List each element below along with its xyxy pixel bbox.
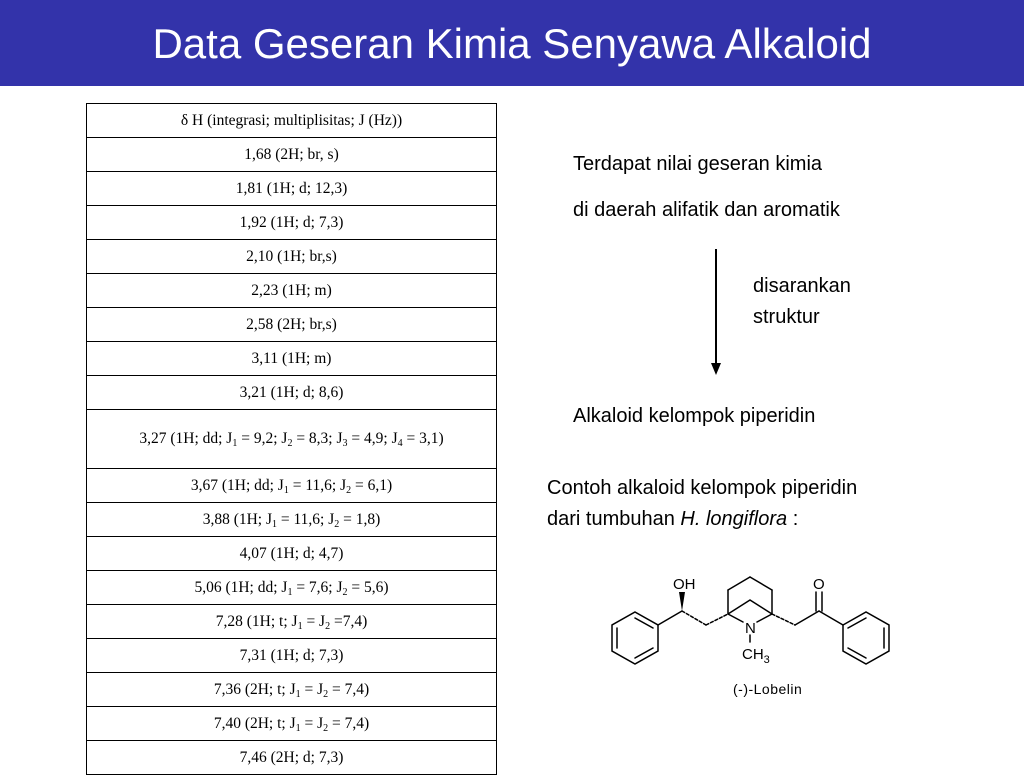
shift-cell (87, 503, 497, 537)
coupling-subscript: 4 (397, 438, 403, 449)
lobelin-structure (600, 570, 900, 675)
table-row (87, 673, 497, 707)
molecule-name: (-)-Lobelin (733, 681, 803, 697)
table-row (87, 274, 497, 308)
shift-text: 2,10 (1H; br,s) (246, 247, 337, 265)
title-bar (0, 0, 1024, 86)
table-body (87, 138, 497, 775)
note-line-2: di daerah alifatik dan aromatik (573, 199, 840, 221)
coupling-subscript: 2 (342, 586, 348, 598)
shift-text: = 4,9; J (347, 430, 398, 447)
species-name: H. longiflora (680, 508, 788, 530)
shift-cell (87, 673, 497, 707)
coupling-subscript: 2 (323, 688, 329, 700)
shift-text: 3,88 (1H; J (202, 510, 273, 528)
atom-oh: OH (673, 576, 696, 593)
shift-cell (87, 274, 497, 308)
shift-text: 3,21 (1H; d; 8,6) (239, 383, 344, 401)
shift-cell (87, 537, 497, 571)
coupling-subscript: 2 (334, 518, 340, 530)
shift-text: = 3,1) (402, 430, 444, 447)
table-row (87, 707, 497, 741)
shift-text: = 5,6) (347, 578, 389, 596)
table-row (87, 741, 497, 775)
shift-text: 7,28 (1H; t; J (215, 612, 298, 630)
shift-cell (87, 605, 497, 639)
shift-cell (87, 342, 497, 376)
table-row (87, 503, 497, 537)
table-row (87, 605, 497, 639)
shift-text: 7,31 (1H; d; 7,3) (239, 646, 344, 664)
shift-text: 7,46 (2H; d; 7,3) (239, 748, 344, 766)
right-phenyl-ring (843, 612, 889, 664)
note-line-1: Terdapat nilai geseran kimia (573, 153, 823, 175)
shift-cell (87, 741, 497, 775)
table-row (87, 469, 497, 503)
table-row (87, 138, 497, 172)
table-row (87, 410, 497, 469)
shift-text: = 7,4) (328, 714, 370, 732)
example-prefix: dari tumbuhan (547, 508, 681, 530)
example-line-1: Contoh alkaloid kelompok piperidin (547, 477, 858, 499)
shift-cell (87, 206, 497, 240)
table-row (87, 172, 497, 206)
table-header: δ H (integrasi; multiplisitas; J (Hz)) (87, 104, 497, 138)
atom-o: O (813, 576, 825, 593)
example-line-2 (547, 504, 798, 535)
table-header-row (87, 104, 497, 138)
down-arrow-line (715, 249, 717, 364)
shift-text: 7,40 (2H; t; J (213, 714, 296, 732)
example-suffix: : (787, 508, 799, 530)
atom-n: N (745, 620, 756, 637)
shift-text: = 7,4) (328, 680, 370, 698)
conclusion-text: Alkaloid kelompok piperidin (573, 405, 816, 427)
shift-text: =7,4) (330, 612, 368, 630)
shift-text: 1,81 (1H; d; 12,3) (235, 179, 348, 197)
arrow-label-2: struktur (753, 306, 820, 328)
coupling-subscript: 2 (325, 620, 331, 632)
shift-text: 7,36 (2H; t; J (213, 680, 296, 698)
coupling-subscript: 2 (287, 438, 293, 449)
coupling-subscript: 1 (283, 484, 289, 496)
shift-text: = 9,2; J (237, 430, 288, 447)
shift-text: = 8,3; J (292, 430, 343, 447)
shift-text: 2,58 (2H; br,s) (246, 315, 337, 333)
shift-cell (87, 707, 497, 741)
left-phenyl-ring (612, 612, 658, 664)
shift-text: = 7,6; J (292, 578, 343, 596)
shift-cell (87, 240, 497, 274)
coupling-subscript: 2 (323, 722, 329, 734)
table-row (87, 240, 497, 274)
chemical-shift-table (86, 103, 497, 775)
coupling-subscript: 2 (346, 484, 352, 496)
coupling-subscript: 1 (232, 438, 238, 449)
coupling-subscript: 3 (342, 438, 348, 449)
shift-text: = 1,8) (339, 510, 381, 528)
shift-text: 3,11 (1H; m) (251, 349, 332, 367)
coupling-subscript: 1 (272, 518, 278, 530)
shift-cell (87, 410, 497, 469)
shift-text: 4,07 (1H; d; 4,7) (239, 544, 344, 562)
shift-cell (87, 376, 497, 410)
shift-cell (87, 469, 497, 503)
shift-text: = 11,6; J (288, 476, 347, 494)
shift-text: = J (302, 612, 326, 630)
table-row (87, 571, 497, 605)
slide-title: Data Geseran Kimia Senyawa Alkaloid (152, 20, 872, 67)
shift-cell (87, 172, 497, 206)
shift-text: 3,67 (1H; dd; J (190, 476, 284, 494)
down-arrow-icon (711, 363, 721, 375)
table-row (87, 376, 497, 410)
shift-cell (87, 639, 497, 673)
coupling-subscript: 1 (297, 620, 303, 632)
table-row (87, 308, 497, 342)
shift-cell (87, 571, 497, 605)
table-row (87, 537, 497, 571)
atom-methyl (742, 646, 770, 666)
shift-text: 2,23 (1H; m) (251, 281, 332, 299)
shift-text: = J (300, 714, 324, 732)
wedge-bond (679, 592, 685, 611)
shift-text: 3,27 (1H; dd; J (139, 430, 233, 447)
shift-text: = J (300, 680, 324, 698)
coupling-subscript: 1 (295, 722, 301, 734)
shift-cell (87, 308, 497, 342)
shift-text: 5,06 (1H; dd; J (194, 578, 288, 596)
shift-text: 1,92 (1H; d; 7,3) (239, 213, 344, 231)
atom-h3: 3 (763, 654, 770, 666)
table-row (87, 206, 497, 240)
shift-cell (87, 138, 497, 172)
shift-text: = 6,1) (351, 476, 393, 494)
arrow-label-1: disarankan (753, 275, 851, 297)
coupling-subscript: 1 (295, 688, 301, 700)
shift-text: 1,68 (2H; br, s) (244, 145, 339, 163)
table-row (87, 639, 497, 673)
table-row (87, 342, 497, 376)
coupling-subscript: 1 (287, 586, 293, 598)
shift-text: = 11,6; J (277, 510, 335, 528)
atom-c: CH (742, 646, 764, 663)
